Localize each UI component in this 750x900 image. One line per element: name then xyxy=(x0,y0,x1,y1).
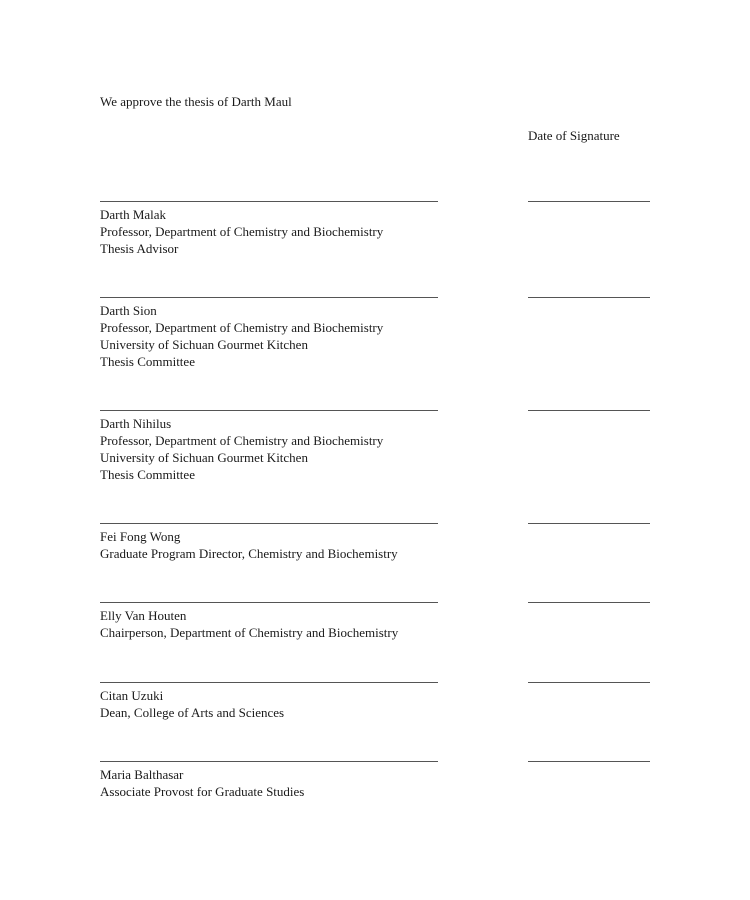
signatory-name: Darth Nihilus xyxy=(100,416,172,431)
signatory-title: Chairperson, Department of Chemistry and Biochemistry xyxy=(100,625,399,640)
signatory-title: Associate Provost for Graduate Studies xyxy=(100,784,305,799)
signatory-info xyxy=(100,607,398,641)
signatory-info xyxy=(100,766,304,800)
signatory-title: University of Sichuan Gourmet Kitchen xyxy=(100,337,308,352)
signatory-name: Citan Uzuki xyxy=(100,688,164,703)
signatory-title: University of Sichuan Gourmet Kitchen xyxy=(100,450,308,465)
signatory-name: Fei Fong Wong xyxy=(100,529,181,544)
signatory-title: Thesis Committee xyxy=(100,467,195,482)
signature-line[interactable] xyxy=(100,410,438,411)
signatory-info xyxy=(100,302,383,370)
signatory-info xyxy=(100,528,398,562)
signatory-name: Darth Sion xyxy=(100,303,157,318)
signature-line[interactable] xyxy=(100,523,438,524)
signatory-info xyxy=(100,415,383,483)
signature-line[interactable] xyxy=(100,201,438,202)
date-line[interactable] xyxy=(528,682,650,683)
date-line[interactable] xyxy=(528,297,650,298)
signatory-title: Graduate Program Director, Chemistry and Biochemistry xyxy=(100,546,398,561)
signatory-name: Darth Malak xyxy=(100,207,167,222)
approval-statement: We approve the thesis of Darth Maul xyxy=(100,94,292,109)
signature-line[interactable] xyxy=(100,602,438,603)
signatory-info xyxy=(100,206,383,257)
date-line[interactable] xyxy=(528,523,650,524)
signatory-title: Professor, Department of Chemistry and Biochemistry xyxy=(100,224,384,239)
date-line[interactable] xyxy=(528,602,650,603)
signatory-info xyxy=(100,687,284,721)
signatory-title: Thesis Advisor xyxy=(100,241,179,256)
signature-line[interactable] xyxy=(100,297,438,298)
date-line[interactable] xyxy=(528,201,650,202)
signatory-title: Dean, College of Arts and Sciences xyxy=(100,705,285,720)
signatory-title: Professor, Department of Chemistry and Biochemistry xyxy=(100,433,384,448)
signatory-name: Maria Balthasar xyxy=(100,767,184,782)
signature-line[interactable] xyxy=(100,761,438,762)
signatory-title: Professor, Department of Chemistry and Biochemistry xyxy=(100,320,384,335)
signatory-name: Elly Van Houten xyxy=(100,608,187,623)
signature-line[interactable] xyxy=(100,682,438,683)
date-of-signature-header: Date of Signature xyxy=(528,128,620,143)
date-line[interactable] xyxy=(528,761,650,762)
date-line[interactable] xyxy=(528,410,650,411)
signatory-title: Thesis Committee xyxy=(100,354,195,369)
